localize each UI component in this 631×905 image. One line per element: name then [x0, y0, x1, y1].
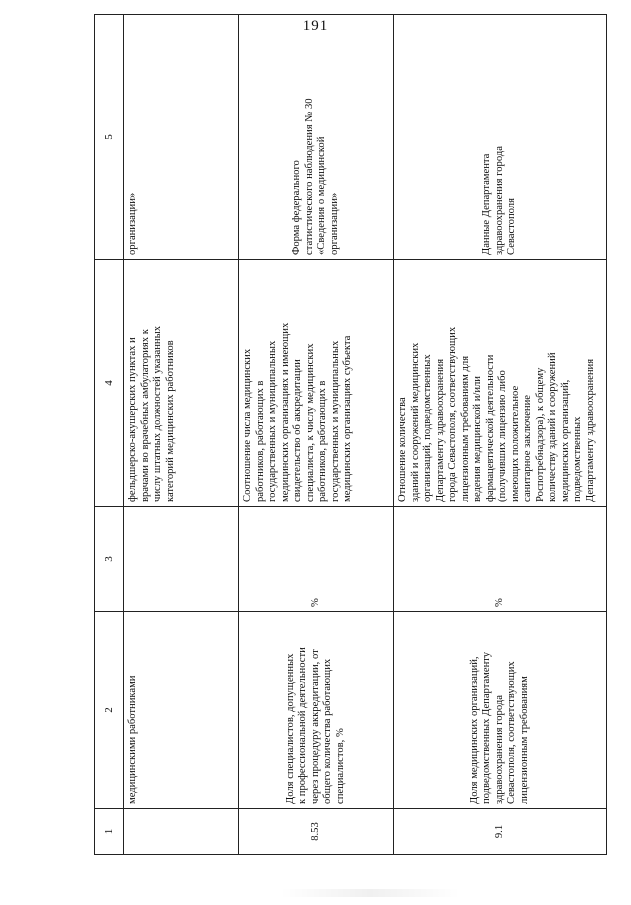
page-number: 191	[302, 18, 329, 34]
header-col-1: 1	[95, 809, 124, 855]
table-container	[94, 60, 596, 855]
indicator-name: медицинскими работниками	[124, 612, 239, 809]
row-number: 8.53	[239, 809, 394, 855]
rotated-table-frame	[94, 60, 596, 855]
unit-cell: %	[394, 507, 607, 612]
header-col-5: 5	[95, 15, 124, 260]
data-source: организации»	[124, 15, 239, 260]
indicator-name: Доля медицинских организаций, подведомственных Департаменту здравоохранения города Севастополя, соответствующих лицензионным требованиям	[394, 612, 607, 809]
table-row	[394, 15, 607, 855]
table-header-row	[95, 15, 124, 855]
header-col-4: 4	[95, 260, 124, 507]
data-source: Форма федерального статистического наблюдения № 30 «Сведения о медицинской организации»	[239, 15, 394, 260]
scan-smudge	[280, 889, 460, 897]
indicator-name: Доля специалистов, допущенных к профессиональной деятельности через процедуру аккредитации, от общего количества работающих специалистов, %	[239, 612, 394, 809]
indicators-table	[94, 14, 607, 855]
unit-cell	[124, 507, 239, 612]
calculation-method: фельдшерско-акушерских пунктах и врачами во врачебных амбулаториях к числу штатных должностей указанных категорий медицинских работников	[124, 260, 239, 507]
header-col-2: 2	[95, 612, 124, 809]
data-source: Данные Департамента здравоохранения города Севастополя	[394, 15, 607, 260]
calculation-method: Отношение количества зданий и сооружений медицинских организаций, подведомственных Департаменту здравоохранения города Севастополя, соответствующих лицензионным требованиям для ведения медицинской и/или фармацевтической деятельности (получивших лицензию либо имеющих положительное санитарное заключение Роспотребнадзора), к общему количеству зданий и сооружений медицинских организаций, подведомственных Департаменту здравоохранения	[394, 260, 607, 507]
header-col-3: 3	[95, 507, 124, 612]
row-number: 9.1	[394, 809, 607, 855]
table-row	[239, 15, 394, 855]
row-number	[124, 809, 239, 855]
unit-cell: %	[239, 507, 394, 612]
calculation-method: Соотношение числа медицинских работников, работающих в государственных и муниципальных медицинских организациях и имеющих свидетельство об аккредитации специалиста, к числу медицинских работников, работающих в государственных и муниципальных медицинских организациях субъекта	[239, 260, 394, 507]
table-row	[124, 15, 239, 855]
